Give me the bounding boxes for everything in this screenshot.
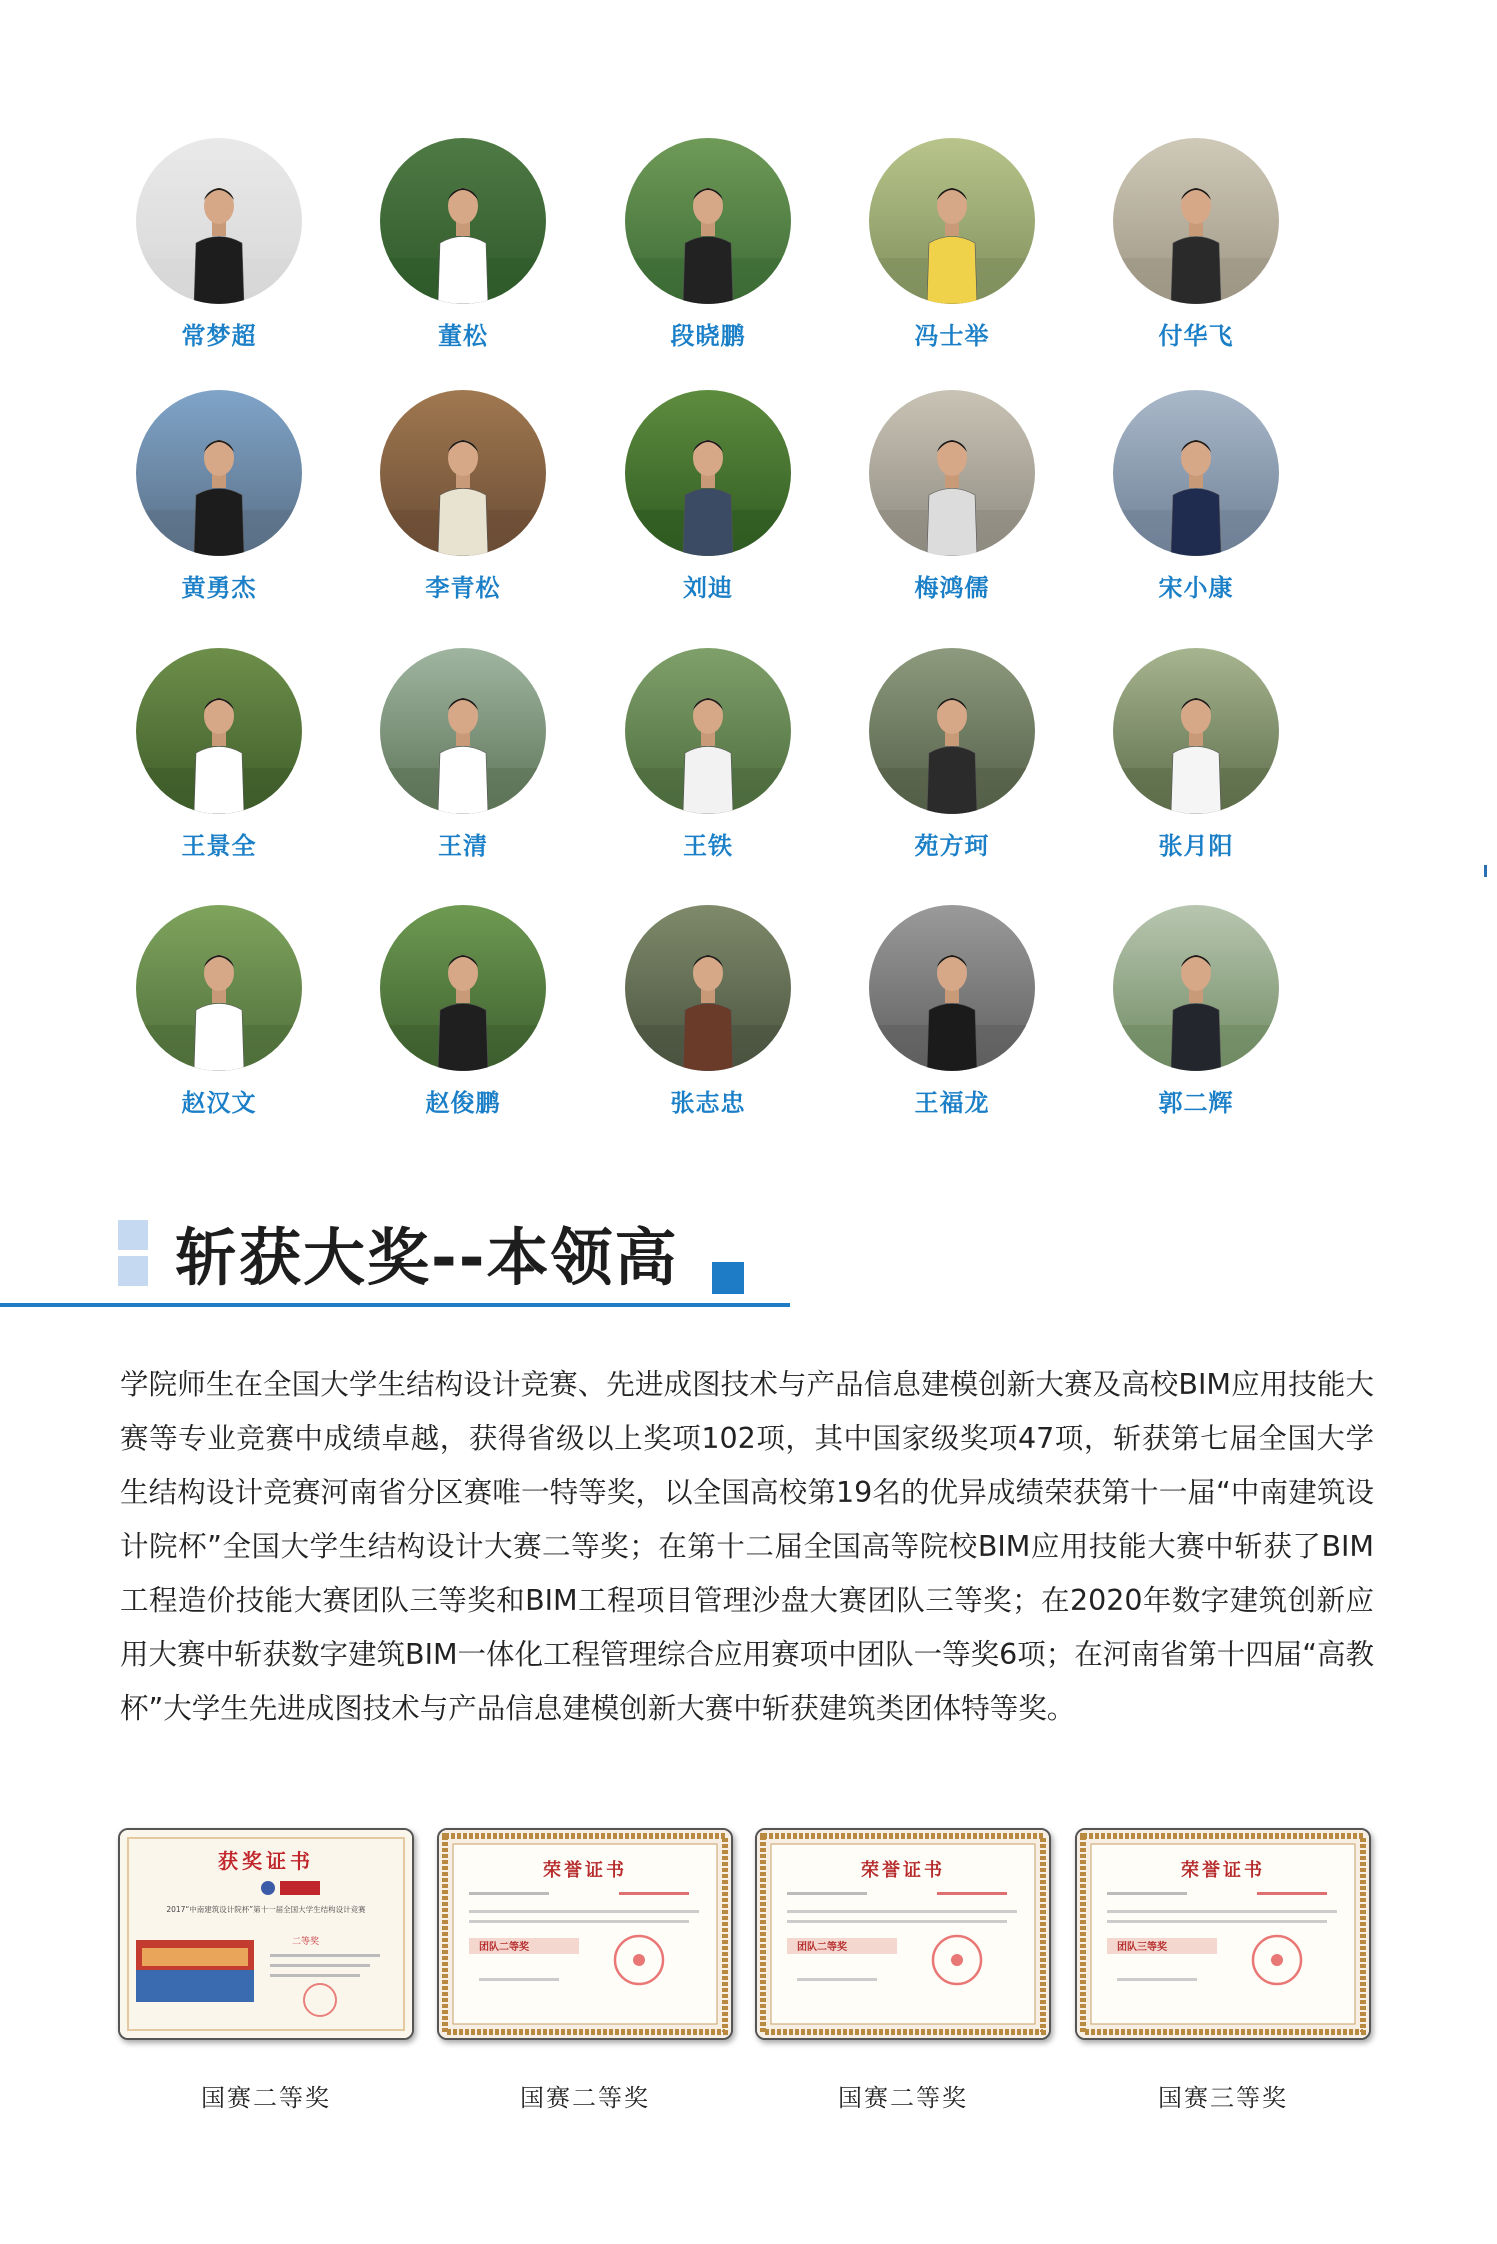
student-name: 常梦超	[181, 322, 257, 350]
student-card	[119, 138, 319, 351]
student-photo	[380, 648, 546, 814]
student-photo	[625, 138, 791, 304]
student-card	[119, 905, 319, 1118]
student-photo	[1113, 390, 1279, 556]
certificate-caption: 国赛三等奖	[1158, 2084, 1288, 2112]
student-photo	[136, 648, 302, 814]
svg-text:荣誉证书: 荣誉证书	[1181, 1860, 1265, 1881]
student-name: 付华飞	[1158, 322, 1234, 350]
student-card	[608, 138, 808, 351]
certificate	[437, 1828, 733, 2113]
certificate	[118, 1828, 414, 2113]
heading-accent-square	[712, 1262, 744, 1294]
student-photo	[869, 138, 1035, 304]
svg-text:团队二等奖: 团队二等奖	[479, 1942, 529, 1953]
svg-text:团队二等奖: 团队二等奖	[797, 1942, 847, 1953]
svg-text:荣誉证书: 荣誉证书	[861, 1860, 945, 1881]
student-photo	[869, 648, 1035, 814]
svg-text:二等奖: 二等奖	[292, 1937, 320, 1947]
student-name: 王福龙	[914, 1089, 990, 1117]
student-photo	[625, 390, 791, 556]
student-card	[119, 390, 319, 603]
student-card	[852, 390, 1052, 603]
student-name: 王景全	[181, 832, 257, 860]
certificate-image	[437, 1828, 733, 2040]
section-body-text: 学院师生在全国大学生结构设计竞赛、先进成图技术与产品信息建模创新大赛及高校BIM应用技能大赛等专业竞赛中成绩卓越，获得省级以上奖项102项，其中国家级奖项47项，斩获第七届全国大学生结构设计竞赛河南省分区赛唯一特等奖，以全国高校第19名的优异成绩荣获第十一届“中南建筑设计院杯”全国大学生结构设计大赛二等奖；在第十二届全国高等院校BIM应用技能大赛中斩获了BIM工程造价技能大赛团队三等奖和BIM工程项目管理沙盘大赛团队三等奖；在2020年数字建筑创新应用大赛中斩获数字建筑BIM一体化工程管理综合应用赛项中团队一等奖6项；在河南省第十四届“高教杯”大学生先进成图技术与产品信息建模创新大赛中斩获建筑类团体特等奖。	[120, 1368, 1374, 1725]
student-photo	[1113, 905, 1279, 1071]
student-card	[852, 648, 1052, 861]
edge-mark	[1484, 865, 1487, 877]
svg-text:团队三等奖: 团队三等奖	[1117, 1942, 1167, 1953]
student-card	[1096, 138, 1296, 351]
student-photo	[136, 138, 302, 304]
student-card	[852, 905, 1052, 1118]
certificate-image	[1075, 1828, 1371, 2040]
student-photo	[1113, 648, 1279, 814]
student-name: 赵俊鹏	[425, 1089, 501, 1117]
student-card	[363, 648, 563, 861]
student-name: 张志忠	[670, 1089, 746, 1117]
certificate	[755, 1828, 1051, 2113]
student-card	[852, 138, 1052, 351]
student-name: 赵汉文	[181, 1089, 257, 1117]
student-name: 刘迪	[683, 574, 733, 602]
certificate	[1075, 1828, 1371, 2113]
certificate-caption: 国赛二等奖	[520, 2084, 650, 2112]
student-card	[1096, 648, 1296, 861]
student-name: 王清	[438, 832, 488, 860]
student-name: 王铁	[683, 832, 733, 860]
svg-text:2017“中南建筑设计院杯”第十一届全国大学生结构设计竞赛: 2017“中南建筑设计院杯”第十一届全国大学生结构设计竞赛	[166, 1905, 366, 1914]
student-photo	[625, 648, 791, 814]
student-card	[119, 648, 319, 861]
student-photo	[380, 905, 546, 1071]
svg-text:获奖证书: 获奖证书	[218, 1849, 314, 1873]
student-name: 李青松	[425, 574, 501, 602]
student-photo	[869, 905, 1035, 1071]
student-name: 张月阳	[1158, 832, 1234, 860]
section-heading: 斩获大奖--本领高	[175, 1221, 679, 1294]
student-photo	[625, 905, 791, 1071]
student-name: 郭二辉	[1158, 1089, 1234, 1117]
certificate-image	[755, 1828, 1051, 2040]
student-photo	[136, 905, 302, 1071]
student-photo	[1113, 138, 1279, 304]
student-name: 段晓鹏	[670, 322, 746, 350]
heading-decor-square	[118, 1220, 148, 1250]
certificate-caption: 国赛二等奖	[838, 2084, 968, 2112]
student-name: 黄勇杰	[181, 574, 257, 602]
student-card	[608, 905, 808, 1118]
student-card	[608, 648, 808, 861]
certificate-image	[118, 1828, 414, 2040]
certificate-caption: 国赛二等奖	[201, 2084, 331, 2112]
student-photo	[380, 390, 546, 556]
student-photo	[380, 138, 546, 304]
student-name: 宋小康	[1158, 574, 1234, 602]
student-card	[363, 905, 563, 1118]
student-card	[608, 390, 808, 603]
student-name: 董松	[438, 322, 488, 350]
heading-underline	[0, 1303, 790, 1307]
student-card	[1096, 905, 1296, 1118]
svg-text:荣誉证书: 荣誉证书	[543, 1860, 627, 1881]
student-card	[363, 138, 563, 351]
student-card	[363, 390, 563, 603]
student-card	[1096, 390, 1296, 603]
heading-decor-square	[118, 1256, 148, 1286]
student-name: 苑方珂	[914, 832, 990, 860]
student-name: 梅鸿儒	[914, 574, 990, 602]
student-photo	[136, 390, 302, 556]
student-photo	[869, 390, 1035, 556]
student-name: 冯士举	[914, 322, 990, 350]
